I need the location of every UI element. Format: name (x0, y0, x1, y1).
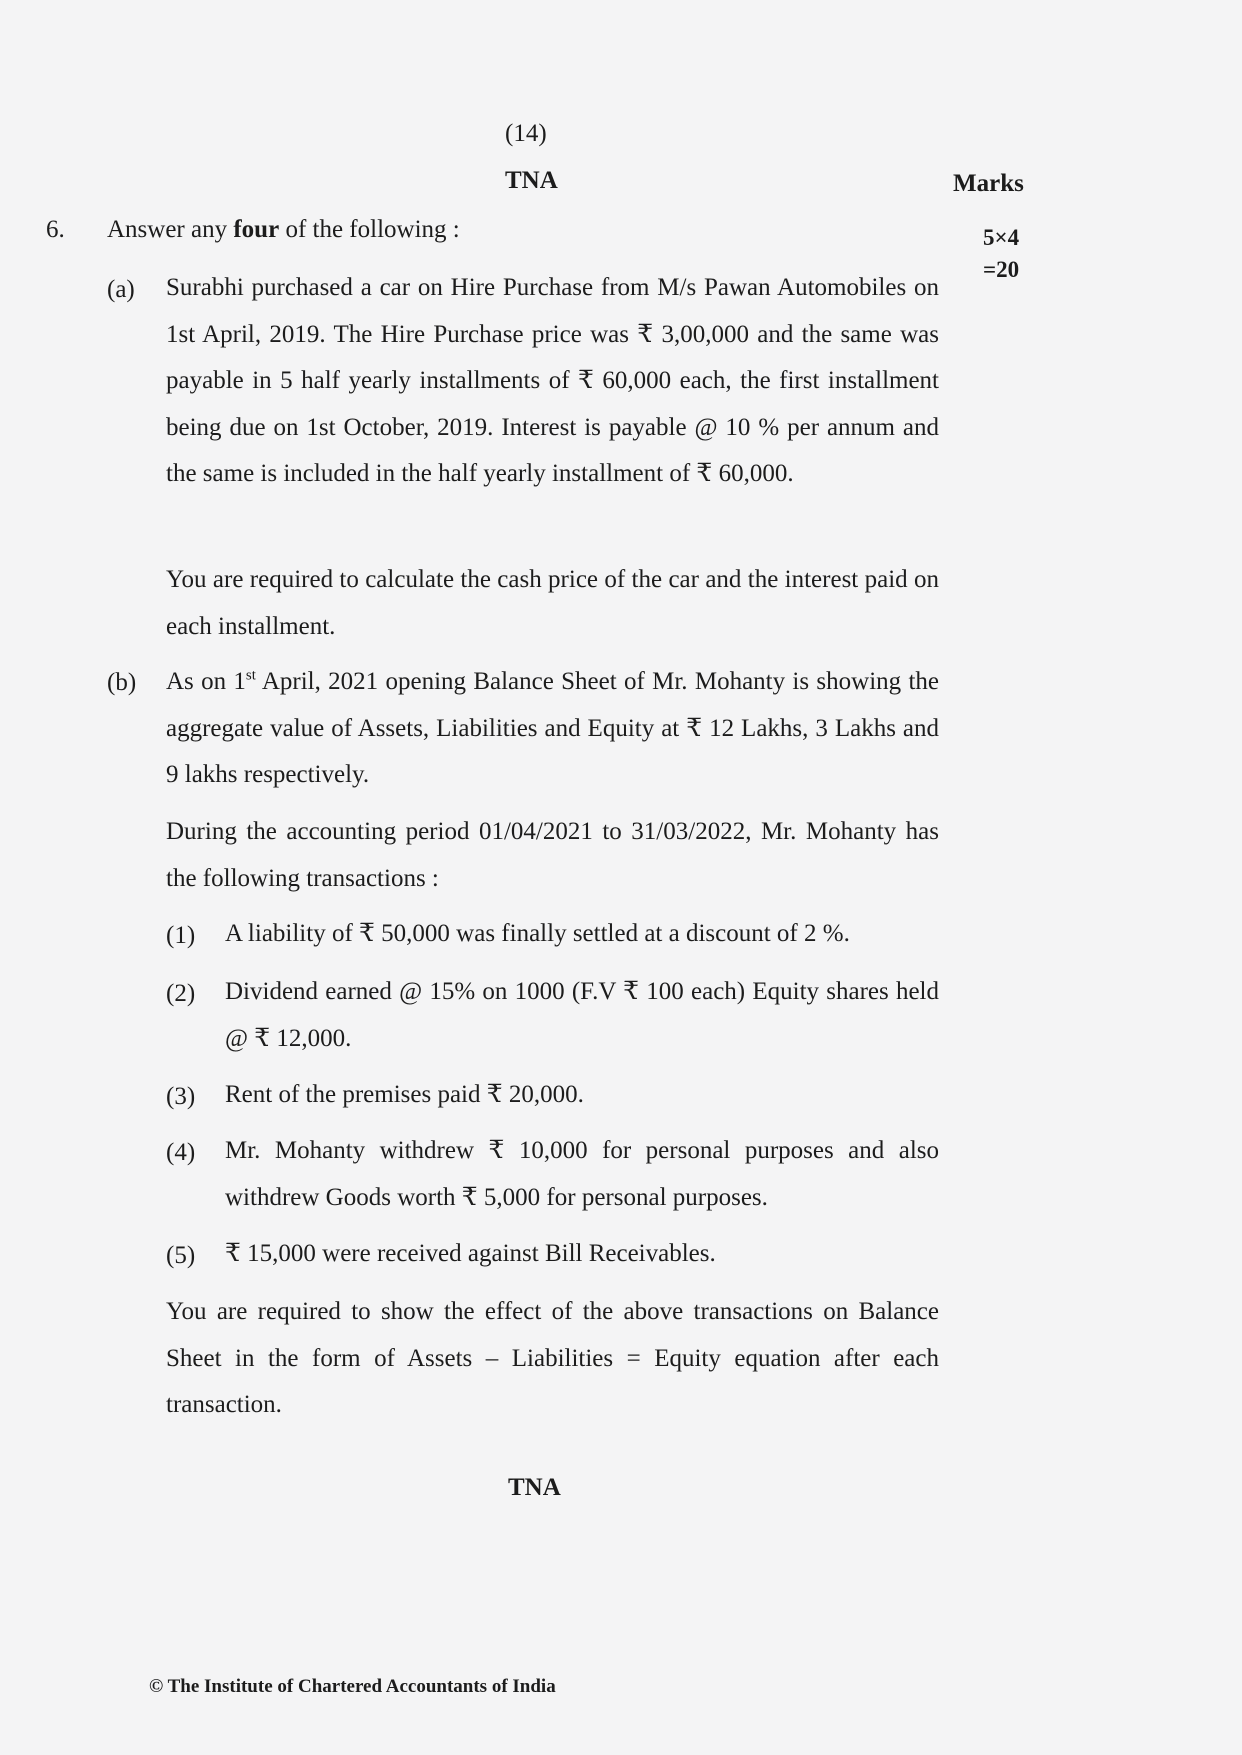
part-b-closing: You are required to show the effect of the above transactions on Balance Sheet in the form of Assets – Liabilities = Equity equation after each transaction. (166, 1298, 939, 1418)
transaction-2-label: (2) (166, 980, 196, 1007)
transaction-3-text: Rent of the premises paid ₹ 20,000. (225, 1081, 584, 1108)
part-a-label: (a) (107, 276, 135, 303)
intro-suffix: of the following : (279, 216, 460, 243)
part-a-paragraph-1: Surabhi purchased a car on Hire Purchase from M/s Pawan Automobiles on 1st April, 2019. The Hire Purchase price was ₹ 3,00,000 and the same was payable in 5 half yearly installments of ₹ 60,000 each, the first installment being due on 1st October, 2019. Interest is payable @ 10 % per annum and the same is included in the half yearly installment of ₹ 60,000. (166, 274, 939, 487)
copyright-footer: © The Institute of Chartered Accountants of India (149, 1676, 556, 1697)
transaction-4-label: (4) (166, 1139, 196, 1166)
transaction-1-label: (1) (166, 922, 196, 949)
marks-line-2: =20 (983, 257, 1020, 282)
part-b-para1-post: April, 2021 opening Balance Sheet of Mr. Mohanty is showing the aggregate value of Assets, Liabilities and Equity at ₹ 12 Lakhs, 3 Lakhs and 9 lakhs respectively. (166, 668, 939, 788)
transaction-5-text: ₹ 15,000 were received against Bill Receivables. (225, 1240, 716, 1267)
intro-prefix: Answer any (107, 216, 234, 243)
transaction-3-label: (3) (166, 1083, 196, 1110)
page-number: (14) (505, 120, 547, 147)
transaction-4-text: Mr. Mohanty withdrew ₹ 10,000 for personal purposes and also withdrew Goods worth ₹ 5,000 for personal purposes. (225, 1137, 939, 1211)
transaction-5-label: (5) (166, 1242, 196, 1269)
question-intro (107, 216, 460, 244)
turn-over-note-bottom: TNA (508, 1474, 561, 1501)
transaction-2-text: Dividend earned @ 15% on 1000 (F.V ₹ 100 each) Equity shares held @ ₹ 12,000. (225, 978, 939, 1052)
part-b-para1-pre: As on 1 (166, 668, 246, 695)
intro-bold: four (233, 216, 280, 243)
question-marks (983, 222, 1019, 286)
part-b-paragraph-1 (166, 659, 939, 799)
marks-line-1: 5×4 (983, 225, 1020, 250)
turn-over-note-top: TNA (505, 167, 558, 194)
part-b-paragraph-2: During the accounting period 01/04/2021 to 31/03/2022, Mr. Mohanty has the following transactions : (166, 818, 939, 892)
part-b-para1-sup: st (245, 667, 256, 684)
marks-heading: Marks (953, 170, 1024, 197)
part-b-label: (b) (107, 669, 137, 696)
part-a-paragraph-2: You are required to calculate the cash price of the car and the interest paid on each installment. (166, 566, 939, 640)
transaction-1-text: A liability of ₹ 50,000 was finally settled at a discount of 2 %. (225, 920, 850, 947)
question-number: 6. (46, 216, 65, 243)
